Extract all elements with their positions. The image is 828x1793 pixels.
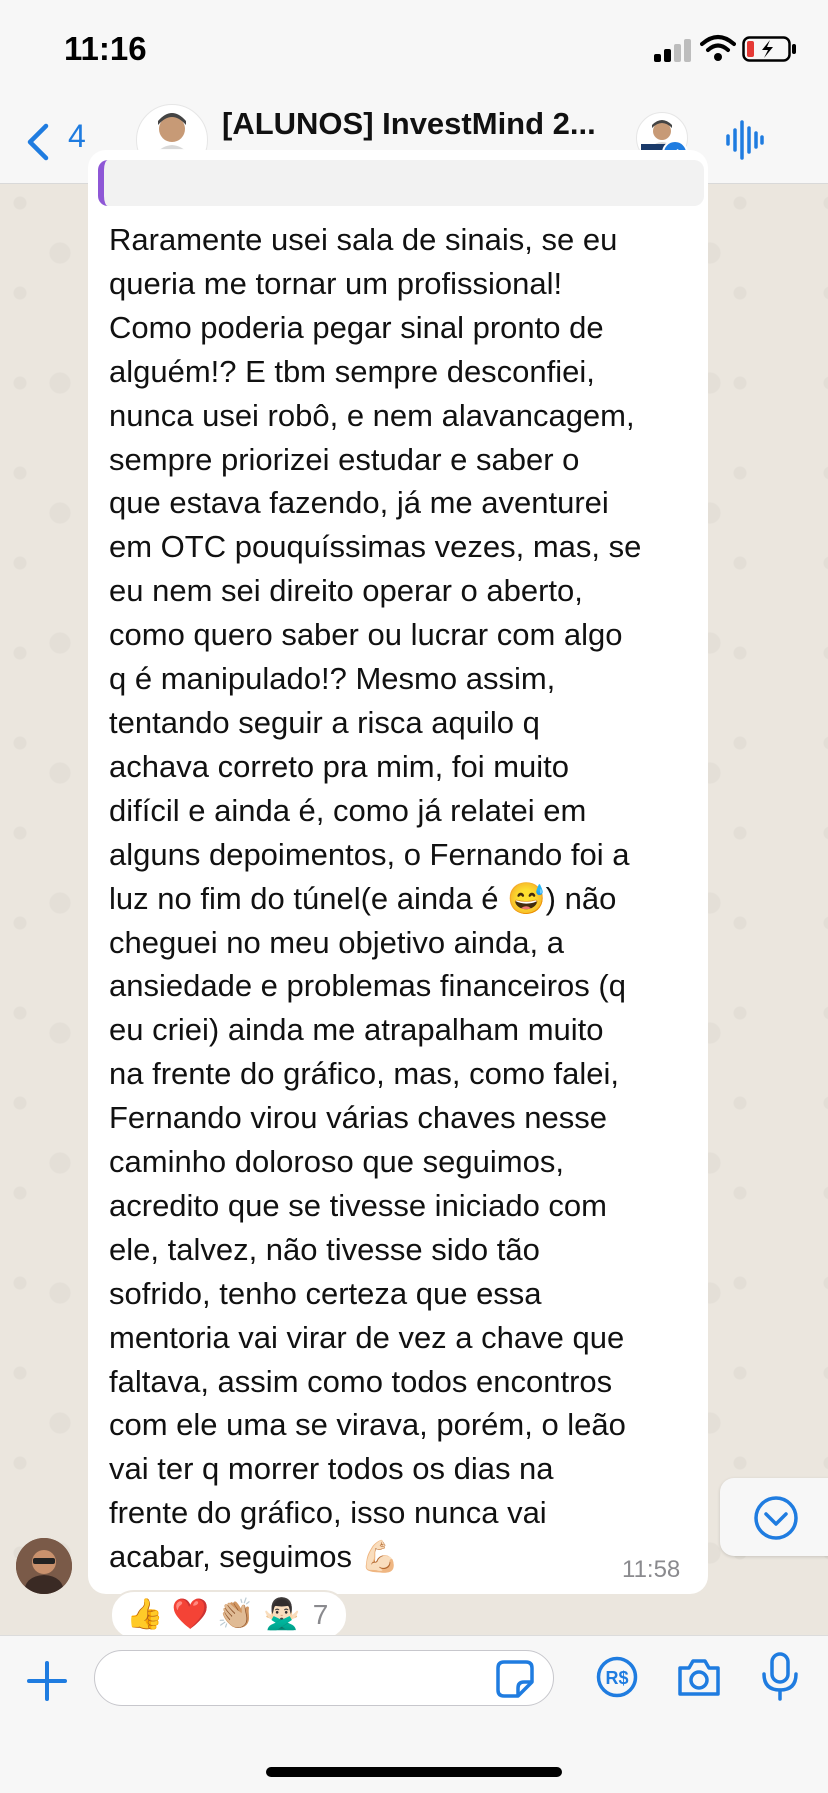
battery-icon [742,36,798,62]
camera-icon[interactable] [676,1656,722,1698]
status-time: 11:16 [64,30,147,67]
home-indicator [266,1767,562,1777]
sticker-icon[interactable] [496,1660,534,1698]
reaction-emojis: 👍 ❤️ 👏🏼 🙅🏻‍♂️ [126,1598,301,1631]
message-timestamp: 11:58 [622,1556,681,1583]
wifi-icon [700,34,736,62]
message-text: Raramente usei sala de sinais, se eu queria me tornar um profissional! Como poderia pegar sinal pronto de alguém!? E tbm sempre desconfiei, nunca usei robô, e nem alavancagem, sempre priorizei estudar e saber o que estava fazendo, já me aventurei em OTC pouquíssimas vezes, mas, se eu nem sei direito operar o aberto, como quero saber ou lucrar com algo q é manipulado!? Mesmo assim, tentando seguir a risca aquilo q achava correto pra mim, foi muito difícil e ainda é, como já relatei em alguns depoimentos, o Fernando foi a luz no fim do túnel(e ainda é 😅) não cheguei no meu objetivo ainda, a ansiedade e problemas financeiros (q eu criei) ainda me atrapalham muito na frente do gráfico, mas, como falei, Fernando virou várias chaves nesse caminho doloroso que seguimos, acredito que se tivesse iniciado com ele, talvez, não tivesse sido tão sofrido, tenho certeza que essa mentoria vai virar de vez a chave que faltava, assim como todos encontros com ele uma se virava, porém, o leão vai ter q morrer todos os dias na frente do gráfico, isso nunca vai acabar, seguimos 💪🏻 [109,222,642,1575]
quoted-message[interactable] [98,160,704,206]
status-bar [0,0,828,96]
real-currency-icon[interactable] [596,1656,638,1698]
sender-avatar[interactable] [16,1538,72,1594]
scroll-to-bottom-button[interactable] [720,1478,828,1556]
group-title[interactable]: [ALUNOS] InvestMind 2... [222,106,596,141]
unread-count[interactable]: 4 [68,118,86,154]
chevron-down-icon [720,1478,828,1556]
reactions-bar[interactable] [110,1590,348,1640]
plus-icon[interactable] [26,1660,68,1702]
cellular-signal-icon [654,38,694,62]
reaction-count: 7 [312,1599,329,1630]
microphone-icon[interactable] [760,1652,800,1702]
svg-text:R$: R$ [605,1668,629,1688]
chevron-left-icon[interactable] [24,122,52,162]
waveform-icon[interactable] [724,118,764,162]
message-input[interactable] [94,1650,554,1706]
